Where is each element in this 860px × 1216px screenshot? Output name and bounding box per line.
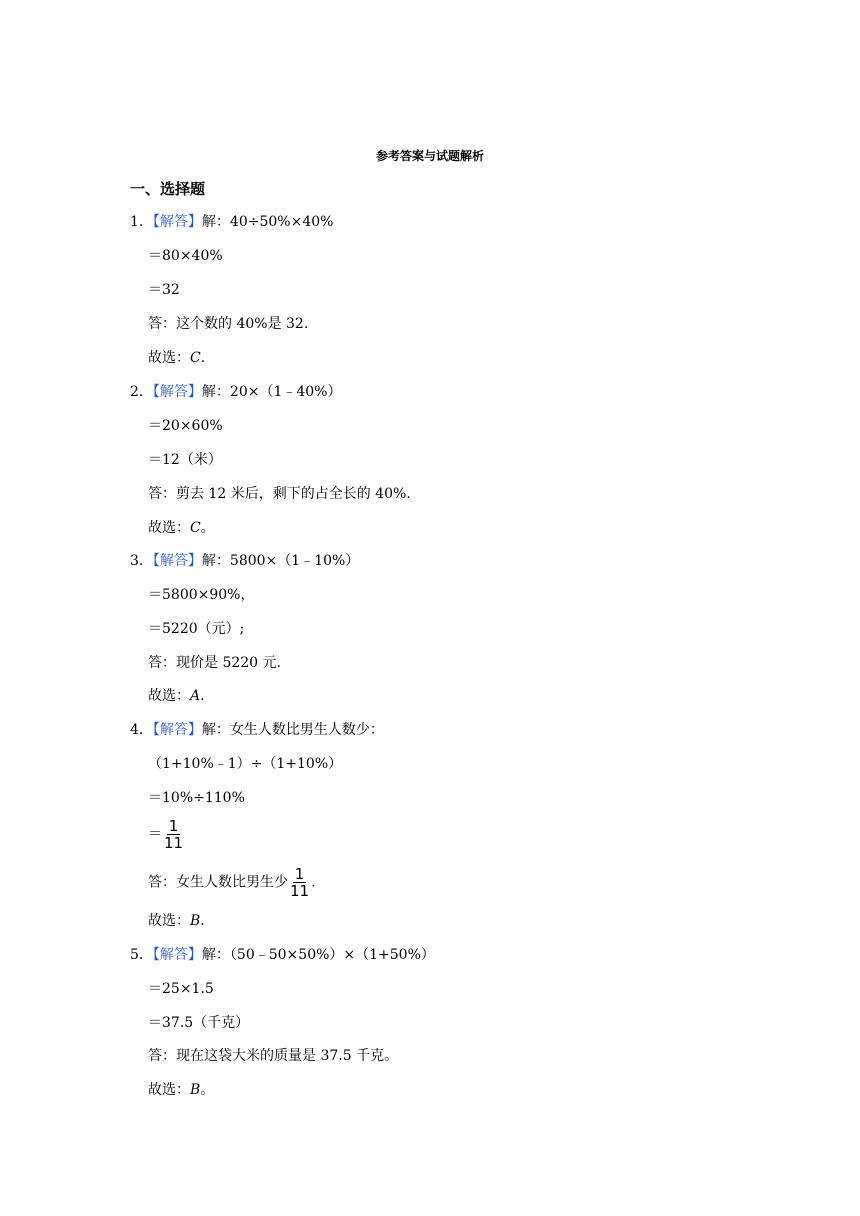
- answer-3-line-4: 答：现价是 5220 元.: [148, 655, 281, 671]
- choice-punct: 。: [200, 1082, 215, 1098]
- answer-1-choice: [148, 348, 205, 368]
- solution-text: 解：女生人数比男生人数少：: [201, 722, 384, 738]
- answer-5-line-4: 答：现在这袋大米的质量是 37.5 千克。: [148, 1048, 399, 1064]
- answer-tag: 【解答】: [152, 947, 202, 963]
- answer-2-line-2: ＝20×60%: [148, 418, 223, 434]
- answer-punct: .: [311, 874, 316, 891]
- answer-2-line-4: 答：剪去 12 米后，剩下的占全长的 40%.: [148, 486, 411, 502]
- answer-text: 答：女生人数比男生少: [148, 874, 288, 891]
- answer-1-line-3: ＝32: [148, 282, 180, 298]
- choice-label: 故选：: [148, 350, 190, 366]
- answer-4-line-1: [130, 720, 384, 740]
- choice-letter: B: [190, 913, 201, 929]
- answer-2-line-1: [130, 382, 342, 402]
- answer-3-line-3: ＝5220（元）;: [148, 621, 245, 637]
- equals-sign: ＝: [148, 826, 162, 843]
- answer-1-line-1: [130, 212, 333, 232]
- choice-letter: C: [190, 350, 201, 366]
- answer-4-line-2: （1+10%﹣1）÷（1+10%）: [148, 756, 343, 772]
- choice-letter: B: [190, 1082, 201, 1098]
- section-heading: 一、选择题: [130, 180, 206, 198]
- choice-punct: .: [200, 913, 205, 929]
- solution-text: 解：5800×（1﹣10%）: [201, 553, 360, 569]
- answer-5-choice: [148, 1080, 214, 1100]
- question-number: 3．: [130, 553, 153, 569]
- choice-label: 故选：: [148, 688, 190, 704]
- fraction-numerator: 1: [168, 817, 179, 835]
- fraction-denominator: 11: [164, 834, 184, 852]
- choice-letter: C: [190, 520, 201, 536]
- choice-punct: .: [200, 688, 205, 704]
- answer-4-line-3: ＝10%÷110%: [148, 790, 245, 806]
- answer-4-line-4: [148, 818, 185, 851]
- answer-1-line-4: 答：这个数的 40%是 32.: [148, 316, 309, 332]
- answer-3-line-1: [130, 551, 359, 571]
- fraction-numerator: 1: [294, 865, 305, 883]
- answer-1-line-2: ＝80×40%: [148, 248, 223, 264]
- page-title: 参考答案与试题解析: [375, 149, 484, 163]
- choice-label: 故选：: [148, 913, 190, 929]
- fraction: [288, 866, 311, 899]
- choice-punct: 。: [200, 520, 215, 536]
- answer-5-line-3: ＝37.5（千克）: [148, 1015, 250, 1031]
- question-number: 5．: [130, 947, 153, 963]
- answer-2-choice: [148, 518, 215, 538]
- choice-punct: .: [200, 350, 206, 366]
- answer-tag: 【解答】: [152, 553, 202, 569]
- answer-tag: 【解答】: [152, 722, 202, 738]
- answer-tag: 【解答】: [152, 214, 202, 230]
- question-number: 2．: [130, 384, 153, 400]
- answer-4-line-5: [148, 866, 316, 899]
- solution-text: 解：20×（1﹣40%）: [201, 384, 342, 400]
- answer-3-line-2: ＝5800×90%，: [148, 587, 255, 603]
- fraction-denominator: 11: [290, 882, 310, 900]
- question-number: 4．: [130, 722, 153, 738]
- question-number: 1．: [130, 214, 153, 230]
- solution-text: 解：40÷50%×40%: [201, 214, 334, 230]
- answer-4-choice: [148, 911, 205, 931]
- fraction: [162, 818, 185, 851]
- choice-letter: A: [190, 688, 201, 704]
- answer-5-line-1: [130, 945, 435, 965]
- answer-5-line-2: ＝25×1.5: [148, 981, 214, 997]
- answer-3-choice: [148, 686, 205, 706]
- choice-label: 故选：: [148, 520, 190, 536]
- answer-2-line-3: ＝12（米）: [148, 452, 222, 468]
- choice-label: 故选：: [148, 1082, 190, 1098]
- answer-tag: 【解答】: [152, 384, 202, 400]
- solution-text: 解：（50﹣50×50%）×（1+50%）: [201, 947, 435, 963]
